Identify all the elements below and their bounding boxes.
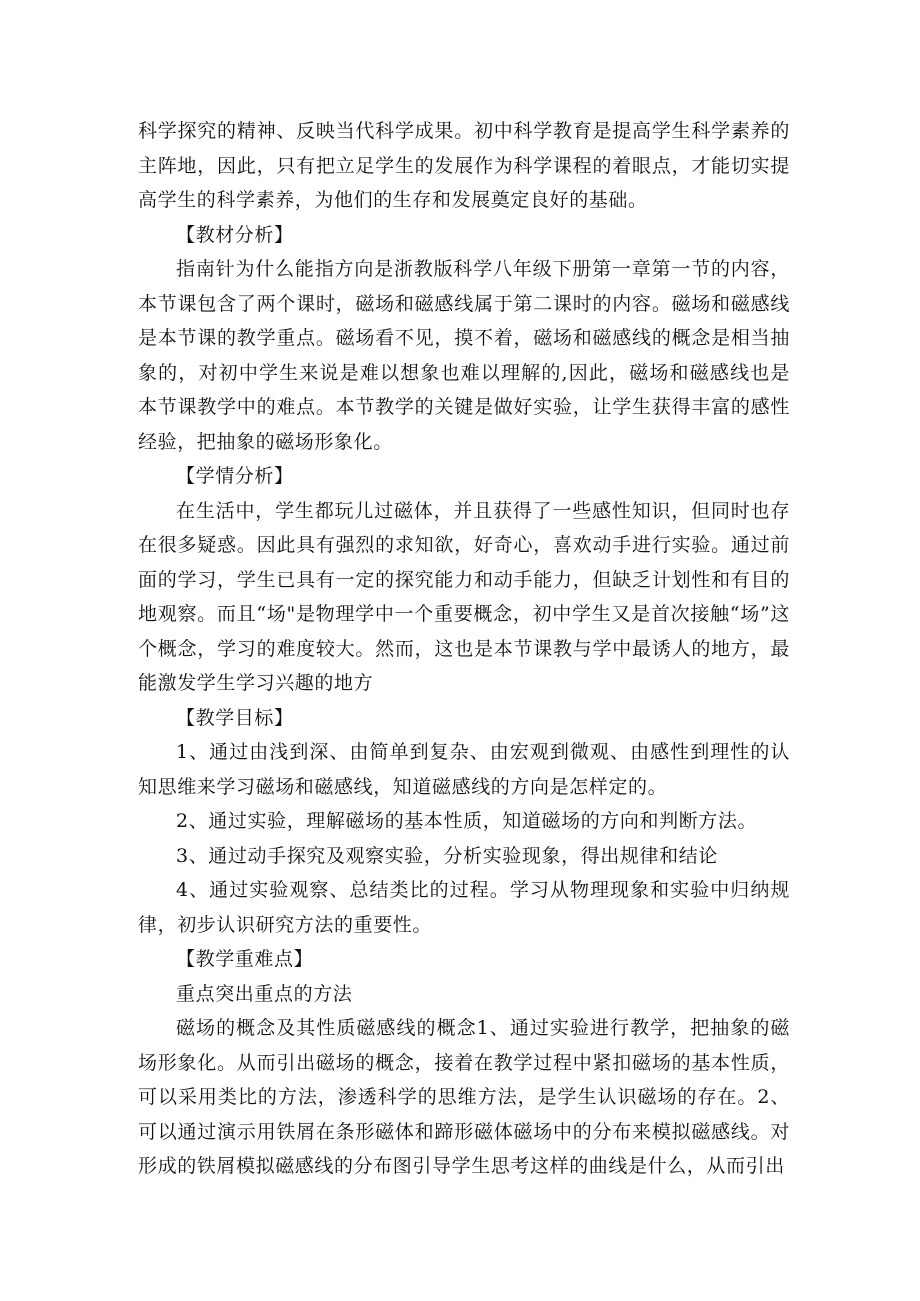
document-body — [138, 114, 790, 1184]
objective-item-3: 3、通过动手探究及观察实验，分析实验现象，得出规律和结论 — [176, 844, 718, 867]
section-heading-student-analysis: 【学情分析】 — [176, 465, 294, 487]
objective-item-4: 4、通过实验观察、总结类比的过程。学习从物理现象和实验中归纳规律，初步认识研究方法的重要性。 — [138, 879, 790, 936]
student-analysis-paragraph: 在生活中，学生都玩儿过磁体，并且获得了一些感性知识，但同时也存在很多疑惑。因此具有强烈的求知欲，好奇心，喜欢动手进行实验。通过前面的学习，学生已具有一定的探究能力和动手能力，但缺乏计划性和有目的地观察。而且“场"是物理学中一个重要概念，初中学生又是首次接触“场”这个概念，学习的难度较大。然而，这也是本节课教与学中最诱人的地方，最能激发学生学习兴趣的地方 — [138, 499, 790, 694]
key-points-paragraph: 磁场的概念及其性质磁感线的概念1、通过实验进行教学，把抽象的磁场形象化。从而引出磁场的概念，接着在教学过程中紧扣磁场的基本性质，可以采用类比的方法，渗透科学的思维方法，是学生认识磁场的存在。2、可以通过演示用铁屑在条形磁体和蹄形磁体磁场中的分布来模拟磁感线。对形成的铁屑模拟磁感线的分布图引导学生思考这样的曲线是什么，从而引出 — [138, 1017, 790, 1177]
section-heading-key-difficulties: 【教学重难点】 — [176, 948, 314, 970]
objective-item-2: 2、通过实验，理解磁场的基本性质，知道磁场的方向和判断方法。 — [176, 810, 758, 832]
section-heading-teaching-objectives: 【教学目标】 — [176, 706, 294, 729]
key-points-subtitle: 重点突出重点的方法 — [176, 982, 353, 1005]
objective-item-1: 1、通过由浅到深、由简单到复杂、由宏观到微观、由感性到理性的认知思维来学习磁场和磁感线，知道磁感线的方向是怎样定的。 — [138, 741, 790, 798]
textbook-analysis-paragraph: 指南针为什么能指方向是浙教版科学八年级下册第一章第一节的内容，本节课包含了两个课时，磁场和磁感线属于第二课时的内容。磁场和磁感线是本节课的教学重点。磁场看不见，摸不着，磁场和磁感线的概念是相当抽象的，对初中学生来说是难以想象也难以理解的,因此，磁场和磁感线也是本节课教学中的难点。本节教学的关键是做好实验，让学生获得丰富的感性经验，把抽象的磁场形象化。 — [138, 258, 790, 453]
intro-paragraph: 科学探究的精神、反映当代科学成果。初中科学教育是提高学生科学素养的主阵地，因此，只有把立足学生的发展作为科学课程的着眼点，才能切实提高学生的科学素养，为他们的生存和发展奠定良好的基础。 — [138, 120, 790, 211]
section-heading-textbook-analysis: 【教材分析】 — [176, 223, 294, 246]
